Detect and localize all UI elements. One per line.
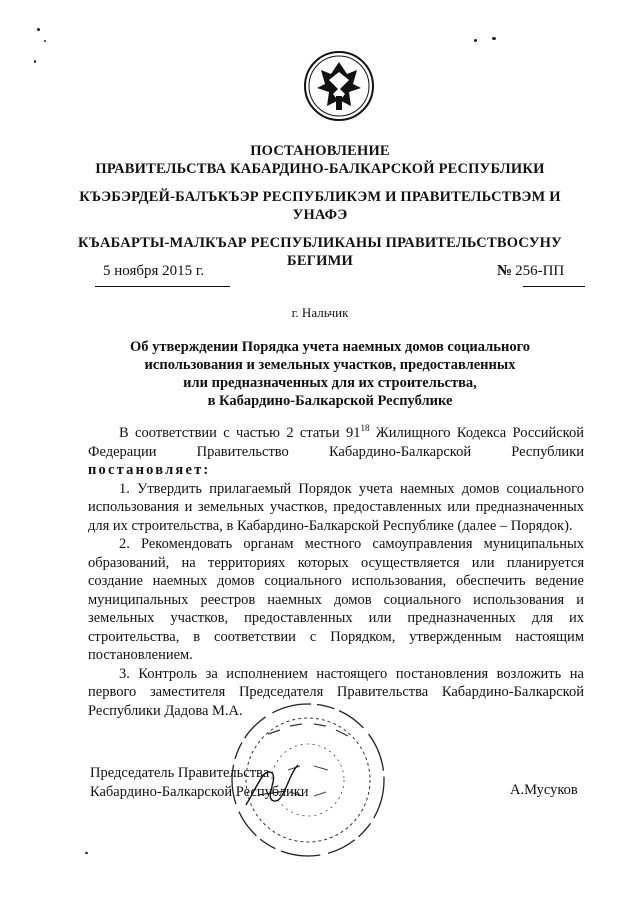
handwritten-signature	[238, 755, 308, 815]
signatory-name: А.Мусуков	[510, 782, 578, 798]
doc-type-heading	[60, 142, 580, 178]
document-date: 5 ноября 2015 г.	[103, 263, 205, 279]
date-underline	[95, 286, 230, 287]
intro-text-cont: Жилищного Кодекса Российской Федерации Правительство Кабардино-Балкарской Республики	[88, 425, 584, 460]
position-line: Председатель Правительства	[90, 765, 270, 781]
intro-paragraph	[88, 424, 584, 461]
title-line: в Кабардино-Балкарской Республике	[207, 393, 453, 409]
heading-line: БЕГИМИ	[287, 253, 353, 269]
kabardian-heading	[60, 188, 580, 224]
item-1: 1. Утвердить прилагаемый Порядок учета наемных домов социального использования и земельных участков, предоставленных или предназначенных для их строительства, в Кабардино-Балкарской Республике (далее – Порядок).	[88, 480, 584, 534]
scan-speck	[492, 37, 496, 40]
intro-text: В соответствии с частью 2 статьи 91	[119, 425, 361, 441]
document-number	[497, 263, 564, 280]
scan-speck	[37, 28, 40, 31]
scan-speck	[44, 40, 46, 42]
resolve-line	[88, 461, 584, 480]
heading-line: ПРАВИТЕЛЬСТВА КАБАРДИНО-БАЛКАРСКОЙ РЕСПУБЛИКИ	[95, 161, 545, 177]
scan-speck	[474, 39, 477, 42]
heading-line: ПОСТАНОВЛЕНИЕ	[250, 143, 390, 159]
number-sign: №	[497, 263, 513, 279]
heading-line: КЪАБАРТЫ-МАЛКЪАР РЕСПУБЛИКАНЫ ПРАВИТЕЛЬСТВОСУНУ	[78, 235, 562, 251]
document-body	[88, 424, 584, 720]
article-superscript: 18	[360, 423, 370, 434]
item-2: 2. Рекомендовать органам местного самоуправления муниципальных образований, на территориях которых осуществляется или планируется создание наемных домов социального использования, обеспечить ведение муниципальных реестров наемных домов социального использования и земельных участков, предоставленных или предназначенных для их строительства, в соответствии с Порядком, утвержденным настоящим постановлением.	[88, 536, 584, 663]
scan-speck	[85, 852, 88, 854]
position-line: Кабардино-Балкарской Республики	[90, 784, 309, 800]
title-line: использования и земельных участков, предоставленных	[144, 357, 516, 373]
resolve-word: постановляет:	[88, 462, 211, 478]
coat-of-arms-emblem	[303, 50, 375, 122]
heading-line: КЪЭБЭРДЕЙ-БАЛЪКЪЭР РЕСПУБЛИКЭМ И ПРАВИТЕЛЬСТВЭМ И	[79, 189, 561, 205]
document-title	[120, 338, 540, 410]
title-line: Об утверждении Порядка учета наемных домов социального	[129, 339, 531, 355]
title-line: или предназначенных для их строительства,	[183, 375, 477, 391]
heading-line: УНАФЭ	[292, 207, 348, 223]
scan-speck	[34, 60, 36, 63]
city: г. Нальчик	[291, 305, 349, 320]
number-value: 256-ПП	[515, 263, 565, 279]
number-underline	[523, 286, 585, 287]
item-3: 3. Контроль за исполнением настоящего постановления возложить на первого заместителя Председателя Правительства Кабардино-Балкарской Республики Дадова М.А.	[88, 665, 584, 719]
